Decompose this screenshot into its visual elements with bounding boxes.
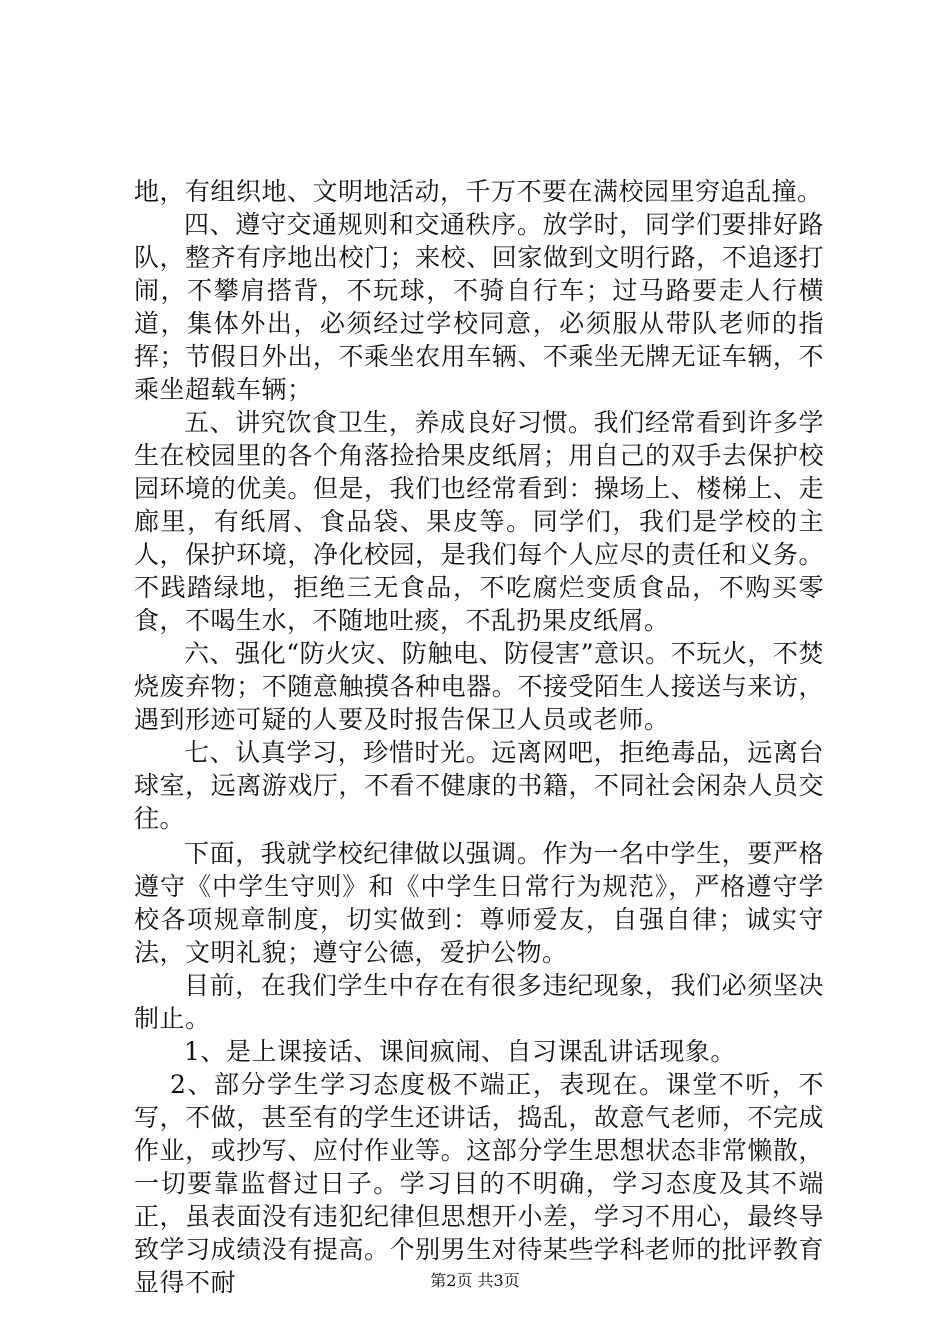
paragraph-fire-safety: 六、强化“防火灾、防触电、防侵害”意识。不玩火，不焚烧废弃物；不随意触摸各种电器。不接受陌生人接送与来访，遇到形迹可疑的人要及时报告保卫人员或老师。 xyxy=(134,639,824,734)
page-footer: 第2页 共3页 xyxy=(430,1271,520,1290)
paragraph-discipline: 下面，我就学校纪律做以强调。作为一名中学生，要严格遵守《中学生守则》和《中学生日常行为规范》，严格遵守学校各项规章制度，切实做到：尊师爱友，自强自律；诚实守法，文明礼貌；遵守公德，爱护公物。 xyxy=(134,839,824,967)
list-item-2: 2、部分学生学习态度极不端正，表现在。课堂不听，不写，不做，甚至有的学生还讲话，捣乱，故意气老师，不完成作业，或抄写、应付作业等。这部分学生思想状态非常懒散，一切要靠监督过日子。学习目的不明确，学习态度及其不端正，虽表面没有违犯纪律但思想开小差，学习不用心，最终导致学习成绩没有提高。个别男生对待某些学科老师的批评教育显得不耐 xyxy=(134,1070,824,1297)
list-item-1: 1、是上课接话、课间疯闹、自习课乱讲话现象。 xyxy=(184,1037,736,1066)
paragraph-violations-intro: 目前，在我们学生中存在有很多违纪现象，我们必须坚决制止。 xyxy=(134,971,824,1033)
document-body xyxy=(134,175,824,1299)
paragraph-traffic-rules: 四、遵守交通规则和交通秩序。放学时，同学们要排好路队，整齐有序地出校门；来校、回家做到文明行路，不追逐打闹，不攀肩搭背，不玩球，不骑自行车；过马路要走人行横道，集体外出，必须经过学校同意，必须服从带队老师的指挥；节假日外出，不乘坐农用车辆、不乘坐无牌无证车辆，不乘坐超载车辆； xyxy=(134,210,824,404)
paragraph-food-hygiene: 五、讲究饮食卫生，养成良好习惯。我们经常看到许多学生在校园里的各个角落捡拾果皮纸屑；用自己的双手去保护校园环境的优美。但是，我们也经常看到：操场上、楼梯上、走廊里，有纸屑、食品袋、果皮等。同学们，我们是学校的主人，保护环境，净化校园，是我们每个人应尽的责任和义务。不践踏绿地，拒绝三无食品，不吃腐烂变质食品，不购买零食，不喝生水，不随地吐痰，不乱扔果皮纸屑。 xyxy=(134,408,824,635)
paragraph-study: 七、认真学习，珍惜时光。远离网吧，拒绝毒品，远离台球室，远离游戏厅，不看不健康的书籍，不同社会闲杂人员交往。 xyxy=(134,738,824,833)
paragraph-continuation: 地，有组织地、文明地活动，千万不要在满校园里穷追乱撞。 xyxy=(134,177,823,206)
